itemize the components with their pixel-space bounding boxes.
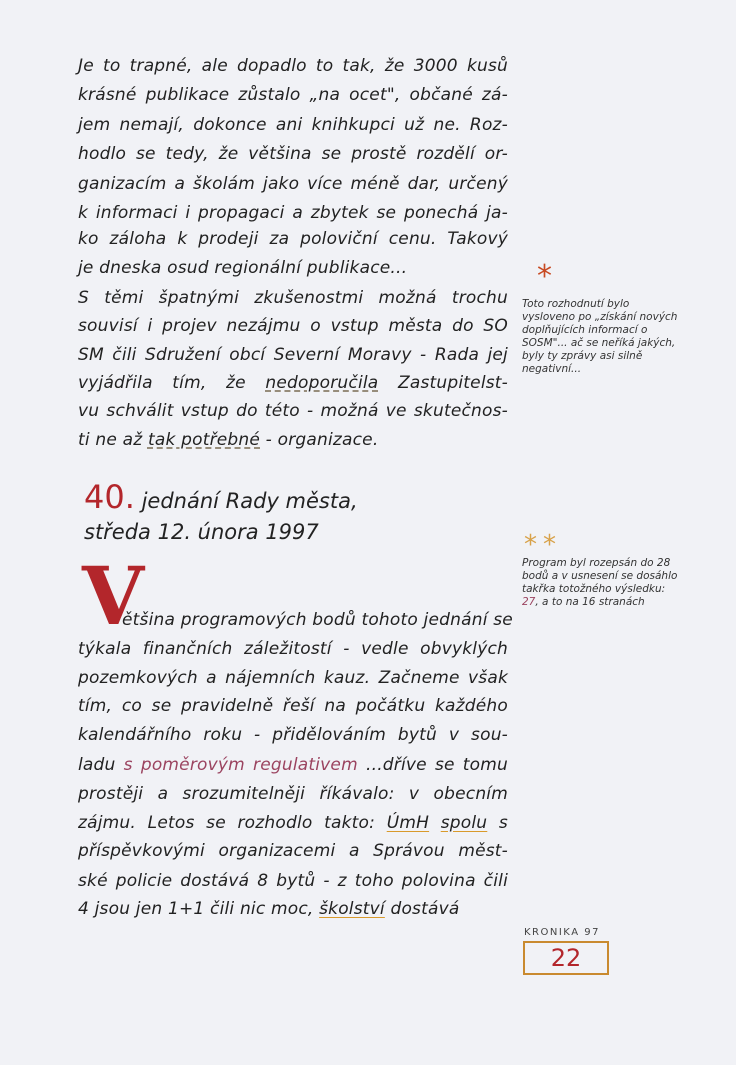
text-segment: 4 jsou jen 1+1 čili nic moc, [78, 899, 320, 919]
text-line [78, 174, 508, 194]
text-segment: Je to trapné, ale dopadlo to tak, že 3000 kusů [78, 56, 508, 76]
note-text-end: , a to na 16 stranách [535, 596, 645, 608]
text-segment: Zastupitelst- [378, 373, 508, 393]
text-segment: ské policie dostává 8 bytů - z toho polovina čili [78, 871, 508, 891]
text-segment: s [487, 813, 508, 833]
text-line [78, 401, 508, 421]
text-segment: jem nemají, dokonce ani knihkupci už ne. Roz- [78, 115, 508, 135]
text-line [78, 258, 508, 278]
emphasized-text: ÚmH [386, 813, 430, 833]
text-segment: SM čili Sdružení obcí Severní Moravy - Rada jej [78, 345, 508, 365]
text-segment: prostěji a srozumitelněji říkávalo: v obecním [78, 784, 508, 804]
text-segment: ladu [78, 755, 124, 775]
text-line [78, 696, 508, 716]
text-line [78, 639, 508, 659]
meeting-title: jednání Rady města, [141, 489, 358, 513]
emphasized-text: školství [319, 899, 385, 919]
text-segment: vyjádřila tím, že [78, 373, 266, 393]
meeting-date: středa 12. února 1997 [84, 520, 319, 544]
text-segment: zájmu. Letos se rozhodlo takto: [78, 813, 387, 833]
page-number: 22 [523, 941, 609, 975]
chronicle-label: KRONIKA 97 [524, 927, 600, 938]
text-line [78, 56, 508, 76]
text-segment: ti ne až [78, 430, 148, 450]
text-segment: hodlo se tedy, že většina se prostě rozdělí or- [78, 144, 508, 164]
text-line [78, 345, 508, 365]
text-segment: ganizacím a školám jako více méně dar, určený [78, 174, 508, 194]
text-line [78, 373, 508, 393]
text-line [78, 288, 508, 308]
text-segment: dostává [384, 899, 460, 919]
text-line [78, 755, 508, 775]
text-segment: ...dříve se tomu [357, 755, 508, 775]
text-line [78, 725, 508, 745]
margin-note-1: Toto rozhodnutí bylo vysloveno po „získání nových doplňujících informací o SOSM"... ač se neříká jakých, byly ty zprávy asi silně negativní... [522, 298, 678, 375]
text-line [78, 899, 508, 919]
text-segment: souvisí i projev nezájmu o vstup města do SO [78, 316, 508, 336]
text-segment: - organizace. [260, 430, 379, 450]
text-segment [429, 813, 441, 833]
text-segment: týkala finančních záležitostí - vedle obvyklých [78, 639, 508, 659]
note-text: Program byl rozepsán do 28 bodů a v usnesení se dosáhlo takřka totožného výsledku: [522, 557, 678, 595]
text-segment: pozemkových a nájemních kauz. Začneme však [78, 668, 508, 688]
text-segment: tím, co se pravidelně řeší na počátku každého [78, 696, 508, 716]
text-line [78, 203, 508, 223]
text-line [78, 85, 508, 105]
emphasized-text: nedoporučila [265, 373, 379, 393]
text-segment: S těmi špatnými zkušenostmi možná trochu [78, 288, 508, 308]
double-asterisk-marker-icon: ** [524, 530, 562, 560]
text-line [78, 668, 508, 688]
text-line [78, 115, 508, 135]
emphasized-text: s poměrovým regulativem [123, 755, 358, 775]
text-line [78, 813, 508, 833]
emphasized-text: spolu [440, 813, 488, 833]
text-line [122, 610, 513, 630]
drop-cap: V [82, 549, 145, 643]
text-segment: je dneska osud regionální publikace... [78, 258, 408, 278]
text-segment: vu schválit vstup do této - možná ve skutečnos- [78, 401, 508, 421]
note-highlight: 27 [522, 596, 536, 608]
text-segment: krásné publikace zůstalo „na ocet", občané zá- [78, 85, 508, 105]
text-line [78, 144, 508, 164]
text-line [78, 871, 508, 891]
text-line [78, 430, 508, 450]
text-segment: kalendářního roku - přidělováním bytů v sou- [78, 725, 508, 745]
text-segment: k informaci i propagaci a zbytek se ponechá ja- [78, 203, 508, 223]
text-segment: ko záloha k prodeji za poloviční cenu. Takový [78, 229, 508, 249]
asterisk-marker-icon: * [537, 259, 552, 294]
text-line [78, 784, 508, 804]
text-line [78, 841, 508, 861]
meeting-heading-line1 [84, 478, 358, 516]
text-segment: ětšina programových bodů tohoto jednání se [122, 610, 513, 630]
margin-note-2 [522, 557, 682, 609]
text-line [78, 229, 508, 249]
text-line [78, 316, 508, 336]
meeting-number: 40. [84, 478, 135, 516]
text-segment: příspěvkovými organizacemi a Správou měst- [78, 841, 508, 861]
emphasized-text: tak potřebné [147, 430, 261, 450]
